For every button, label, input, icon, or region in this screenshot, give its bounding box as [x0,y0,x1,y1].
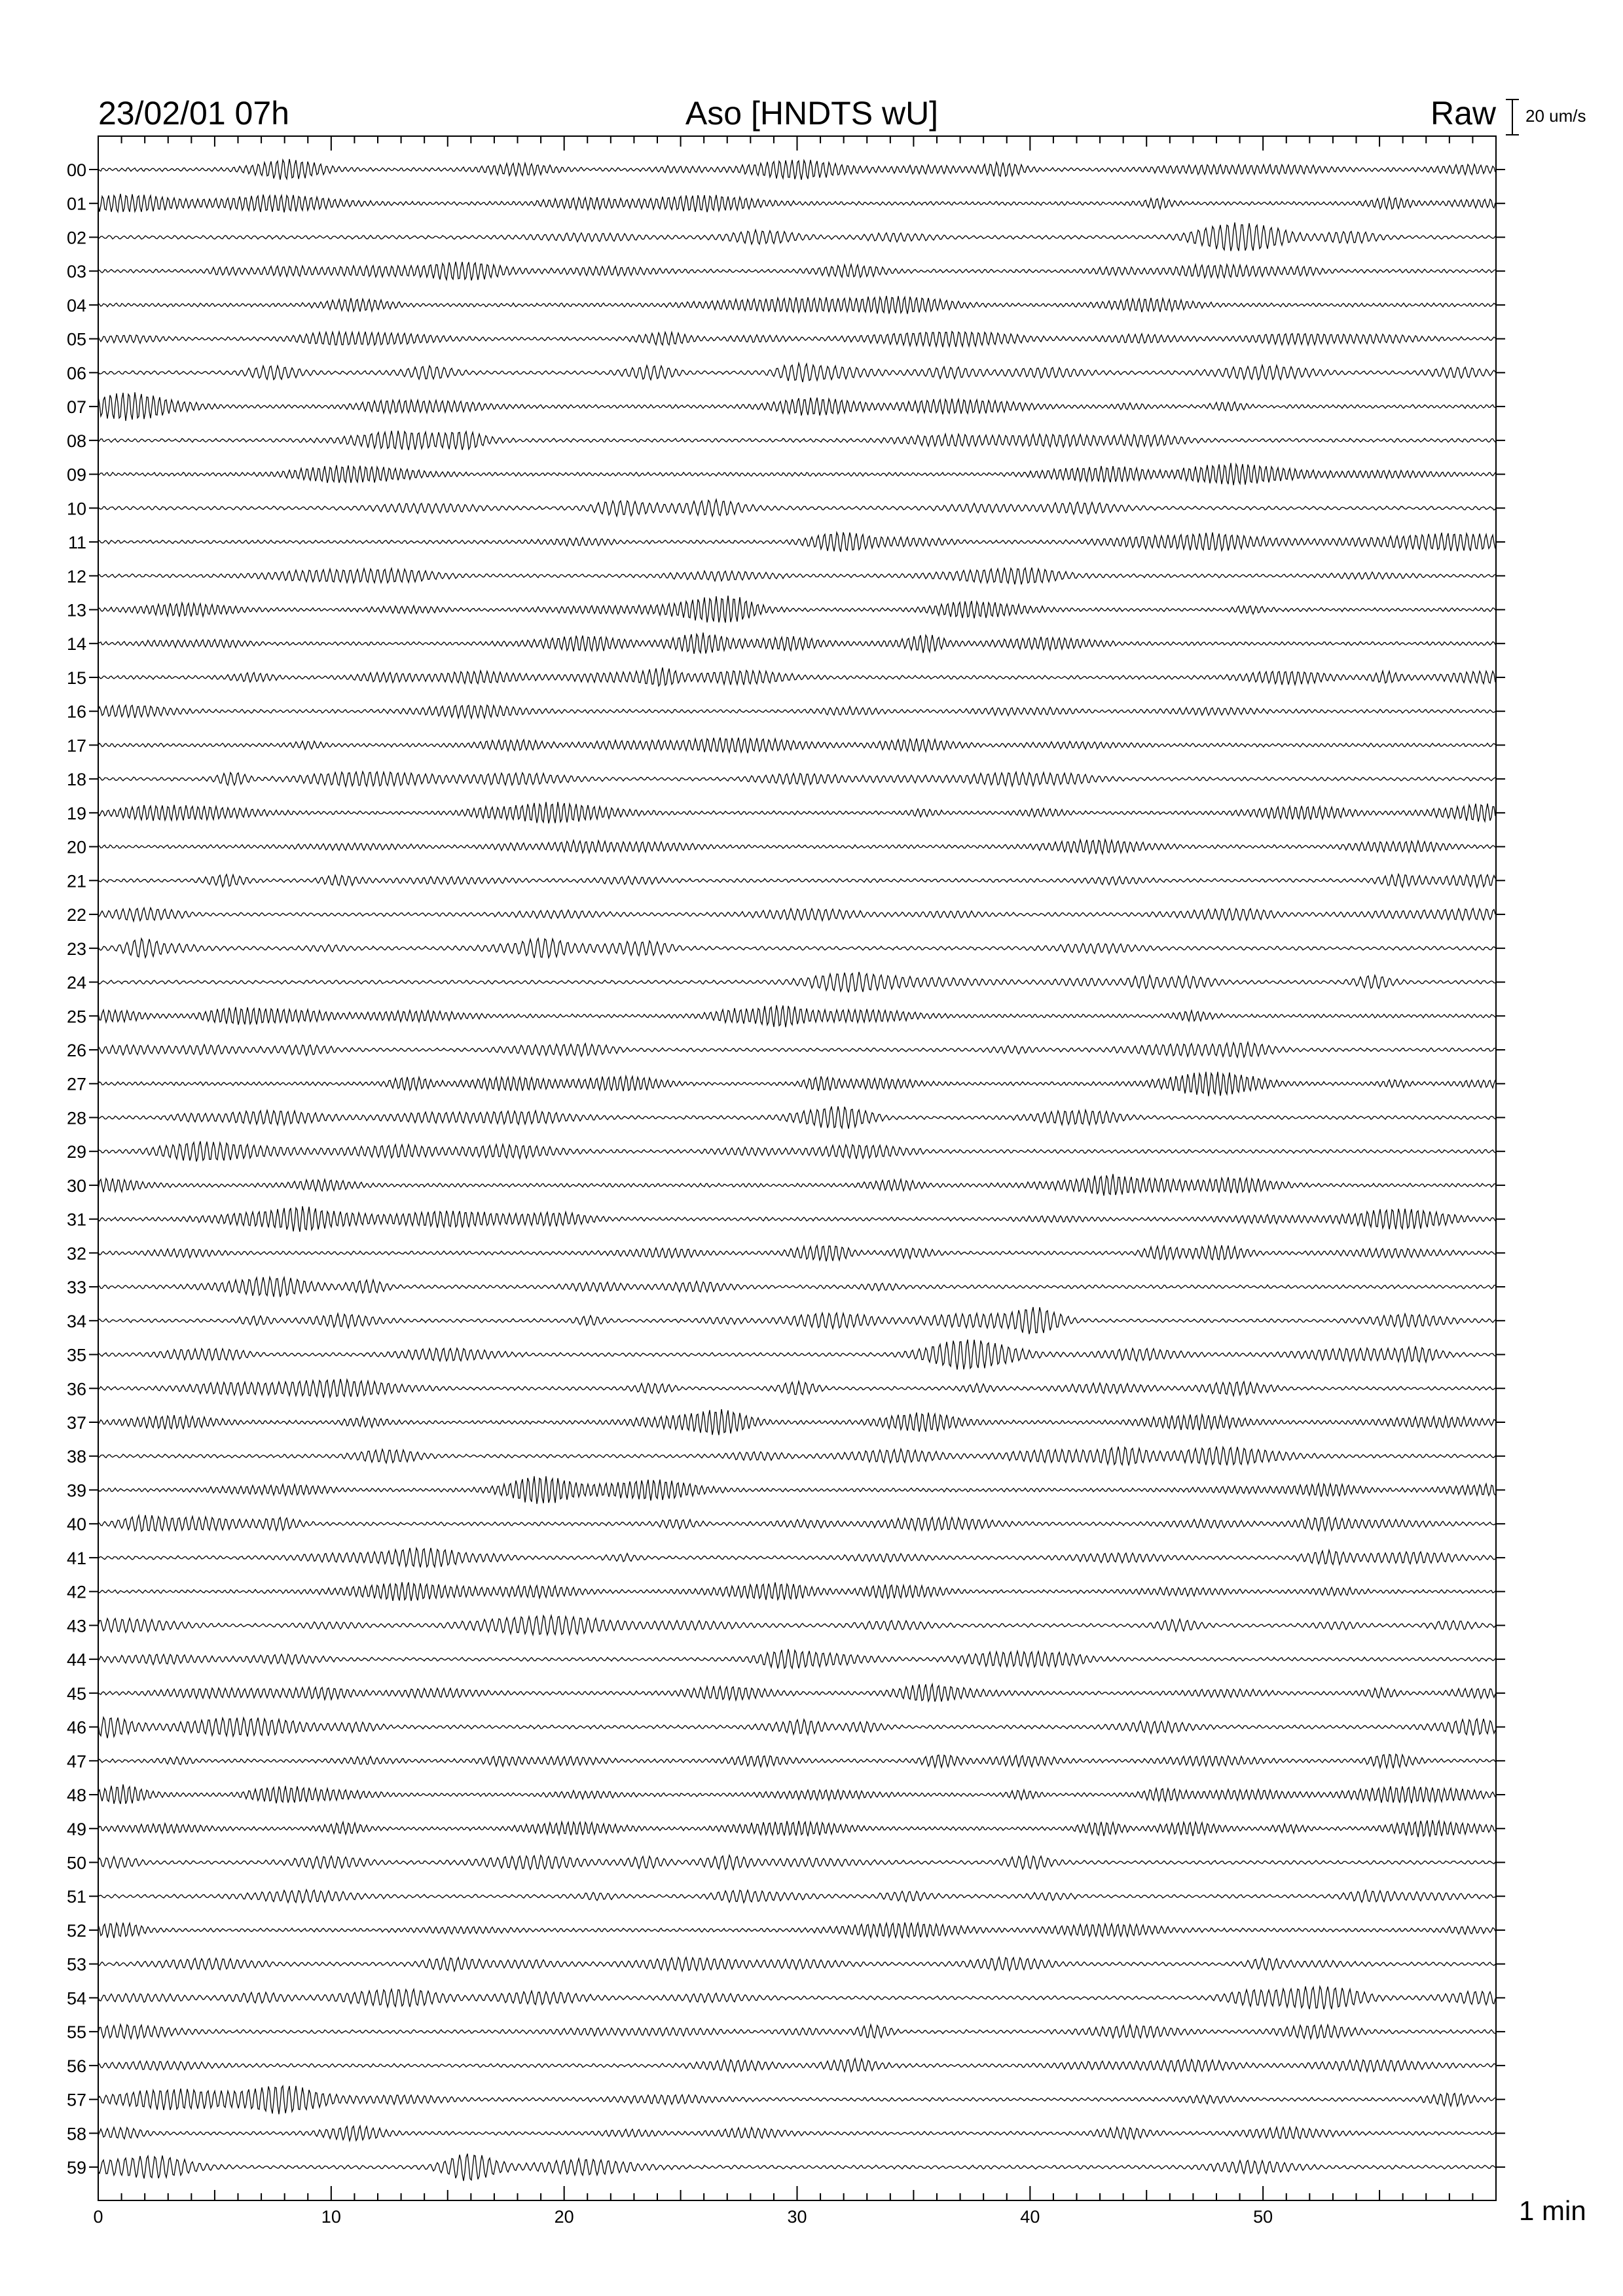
trace-line [98,908,1495,921]
row-label: 40 [66,1515,86,1535]
x-tick-label: 20 [554,2207,574,2227]
row-label: 35 [66,1345,86,1365]
trace-line [98,1820,1495,1837]
trace-line [98,2126,1495,2141]
row-label: 36 [66,1379,86,1399]
row-label: 38 [66,1446,86,1467]
trace-line [98,1856,1495,1870]
row-label: 19 [66,803,86,823]
row-label: 27 [66,1074,86,1094]
trace-line [98,1515,1495,1532]
header-datetime: 23/02/01 07h [98,95,289,132]
trace-line [98,1582,1495,1601]
trace-line [98,262,1495,281]
trace-line [98,1340,1495,1370]
row-label: 12 [66,566,86,586]
row-label: 10 [66,499,86,519]
row-label: 51 [66,1887,86,1907]
row-label: 43 [66,1616,86,1636]
row-label: 33 [66,1278,86,1298]
trace-line [98,1922,1495,1938]
trace-line [98,223,1495,251]
row-label: 47 [66,1751,86,1772]
trace-line [98,1106,1495,1128]
trace-line [98,332,1495,348]
row-label: 44 [66,1650,86,1670]
trace-line [98,1784,1495,1804]
row-label: 01 [66,194,86,214]
trace-line [98,499,1495,516]
trace-line [98,363,1495,382]
trace-line [98,1174,1495,1196]
trace-line [98,596,1495,622]
trace-line [98,1957,1495,1971]
row-label: 06 [66,363,86,384]
row-label: 55 [66,2022,86,2043]
trace-line [98,1072,1495,1096]
row-label: 39 [66,1480,86,1501]
row-label: 03 [66,262,86,282]
trace-line [98,1986,1495,2009]
row-label: 54 [66,1988,86,2009]
row-label: 18 [66,770,86,790]
trace-line [98,532,1495,552]
trace-line [98,772,1495,787]
trace-line [98,1717,1495,1738]
trace-line [98,1206,1495,1232]
trace-line [98,840,1495,854]
x-tick-label: 0 [93,2207,103,2227]
row-label: 57 [66,2090,86,2110]
row-label: 45 [66,1683,86,1704]
trace-line [98,668,1495,686]
row-label: 21 [66,871,86,891]
trace-line [98,633,1495,654]
trace-line [98,463,1495,485]
row-label: 22 [66,905,86,925]
row-label: 26 [66,1040,86,1060]
row-label: 25 [66,1007,86,1027]
trace-line [98,1548,1495,1568]
row-label: 07 [66,397,86,418]
x-tick-label: 40 [1020,2207,1040,2227]
trace-line [98,874,1495,888]
row-label: 56 [66,2056,86,2076]
row-label: 59 [66,2158,86,2178]
trace-line [98,2024,1495,2039]
x-tick-label: 30 [787,2207,807,2227]
trace-line [98,1277,1495,1297]
trace-line [98,738,1495,753]
row-label: 53 [66,1954,86,1975]
row-label: 14 [66,634,86,655]
row-label: 31 [66,1210,86,1230]
duration-label: 1 min [1519,2195,1586,2226]
row-label: 46 [66,1717,86,1738]
row-label: 09 [66,465,86,485]
trace-line [98,1649,1495,1669]
trace-line [98,1446,1495,1465]
trace-line [98,1890,1495,1903]
trace-line [98,1307,1495,1334]
trace-line [98,1379,1495,1398]
trace-line [98,1246,1495,1262]
row-label: 32 [66,1244,86,1264]
trace-line [98,705,1495,718]
trace-line [98,159,1495,180]
trace-line [98,567,1495,584]
station-title: Aso [HNDTS wU] [685,95,939,132]
trace-line [98,1409,1495,1435]
trace-line [98,2058,1495,2072]
trace-line [98,1141,1495,1162]
row-label: 02 [66,228,86,248]
row-label: 00 [66,160,86,180]
row-label: 23 [66,939,86,959]
row-label: 13 [66,600,86,620]
row-label: 29 [66,1142,86,1162]
row-label: 30 [66,1175,86,1196]
row-label: 17 [66,736,86,756]
row-label: 28 [66,1108,86,1128]
trace-line [98,2086,1495,2114]
x-tick-label: 10 [321,2207,341,2227]
row-label: 15 [66,668,86,688]
trace-line [98,2154,1495,2181]
x-tick-label: 50 [1253,2207,1273,2227]
row-label: 42 [66,1582,86,1602]
plot-frame [98,136,1496,2200]
scale-bar [1506,99,1519,135]
trace-line [98,939,1495,958]
row-label: 11 [67,533,86,553]
row-label: 08 [66,431,86,451]
trace-line [98,802,1495,823]
trace-line [98,296,1495,314]
trace-line [98,1615,1495,1635]
row-label: 49 [66,1819,86,1839]
trace-line [98,1477,1495,1504]
row-label: 34 [66,1311,86,1331]
row-label: 50 [66,1853,86,1873]
row-label: 04 [66,295,86,315]
trace-line [98,1684,1495,1702]
row-label: 52 [66,1920,86,1941]
row-label: 24 [66,973,86,993]
trace-line [98,392,1495,421]
trace-line [98,431,1495,450]
trace-line [98,1754,1495,1768]
mode-label: Raw [1430,95,1496,132]
scale-label: 20 um/s [1525,106,1586,126]
row-label: 48 [66,1785,86,1806]
row-label: 05 [66,329,86,350]
trace-line [98,194,1495,212]
trace-line [98,1042,1495,1057]
row-label: 41 [66,1548,86,1568]
trace-line [98,1005,1495,1028]
row-label: 58 [66,2124,86,2144]
row-label: 37 [66,1413,86,1433]
trace-line [98,972,1495,992]
row-label: 20 [66,837,86,857]
row-label: 16 [66,702,86,722]
